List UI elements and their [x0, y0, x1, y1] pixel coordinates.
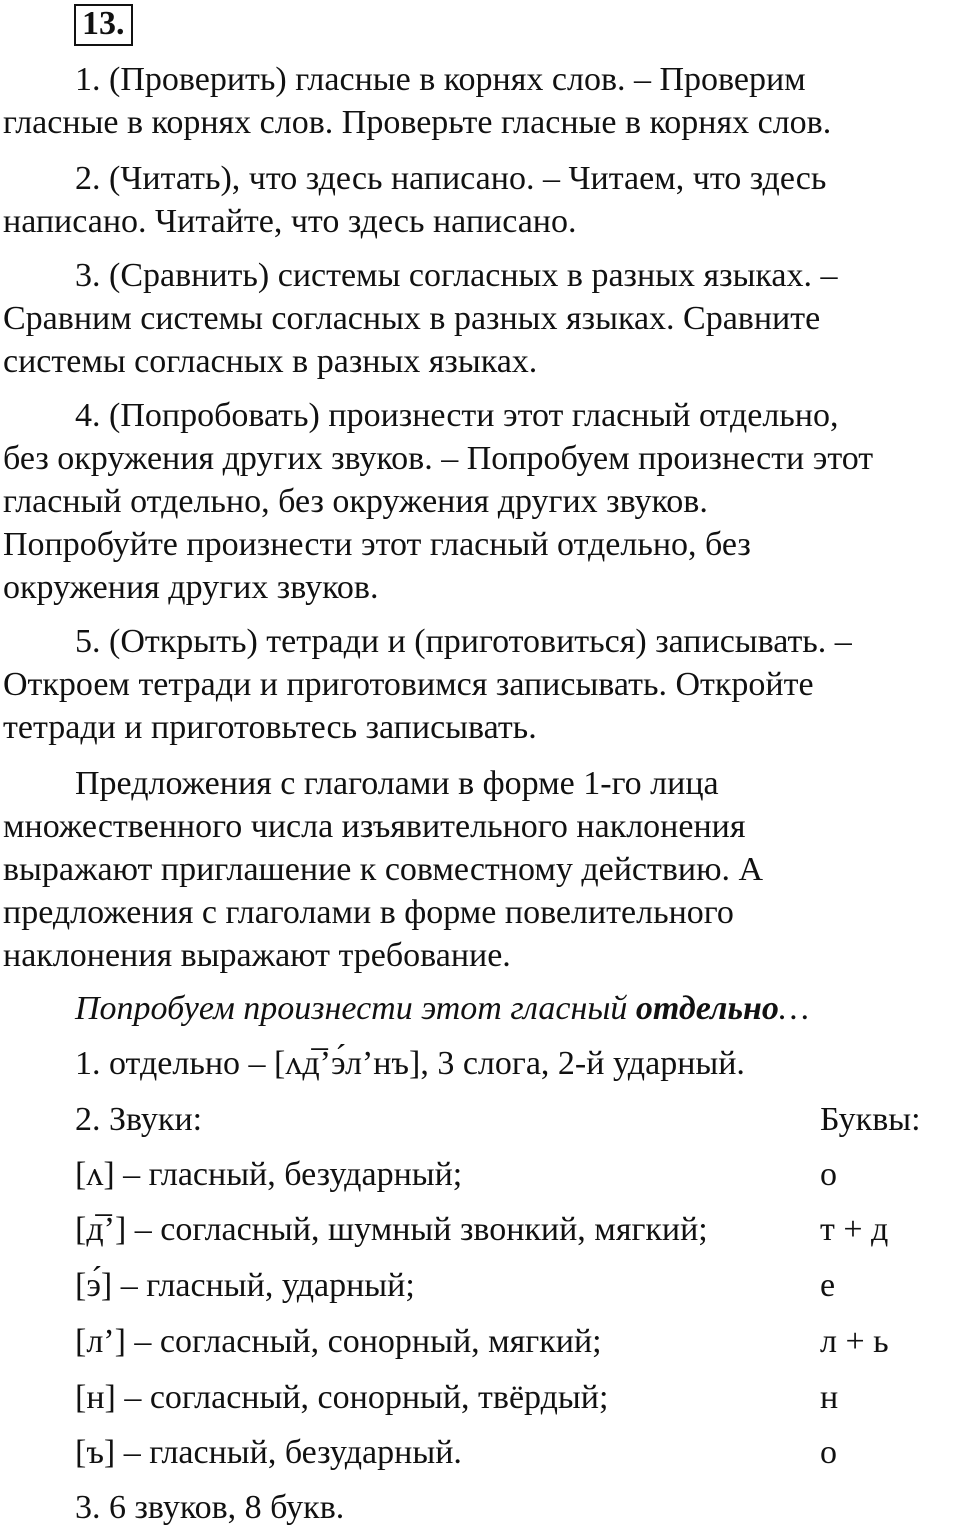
text-line: 3. (Сравнить) системы согласных в разных языках. – — [75, 257, 838, 294]
exercise-number: 13. — [74, 4, 133, 46]
text-line: Сравним системы согласных в разных языках. Сравните — [3, 300, 821, 337]
sound-row-sound: [ъ] – гласный, безударный. — [75, 1434, 462, 1471]
sound-row-letters: е — [820, 1267, 836, 1304]
text-line: системы согласных в разных языках. — [3, 343, 538, 380]
transcription-line: 1. отдельно – [ʌд̅’э́л’нъ], 3 слога, 2-й ударный. — [75, 1045, 745, 1082]
sound-row-letters: т + д — [820, 1211, 889, 1248]
text-line: 4. (Попробовать) произнести этот гласный отдельно, — [75, 397, 839, 434]
sound-row-letters: о — [820, 1434, 837, 1471]
text-line: наклонения выражают требование. — [3, 937, 511, 974]
text-line: окружения других звуков. — [3, 569, 379, 606]
paragraph-1 — [3, 58, 953, 144]
text-line: предложения с глаголами в форме повелительного — [3, 894, 734, 931]
text-line: 1. (Проверить) гласные в корнях слов. – Проверим — [75, 61, 806, 98]
paragraph-5 — [3, 620, 953, 749]
text-line: Откроем тетради и приготовимся записывать. Откройте — [3, 666, 814, 703]
text-line: написано. Читайте, что здесь написано. — [3, 203, 577, 240]
sound-row-letters: н — [820, 1379, 839, 1416]
paragraph-2 — [3, 157, 953, 243]
letters-header: Буквы: — [820, 1101, 921, 1138]
text-line: Предложения с глаголами в форме 1-го лица — [75, 765, 719, 802]
sound-row-sound: [д̅’] – согласный, шумный звонкий, мягкий; — [75, 1211, 708, 1248]
sound-row-letters: о — [820, 1156, 837, 1193]
sounds-header: 2. Звуки: — [75, 1101, 203, 1138]
sound-row-sound: [л’] – согласный, сонорный, мягкий; — [75, 1323, 602, 1360]
text-line: тетради и приготовьтесь записывать. — [3, 709, 537, 746]
paragraph-3 — [3, 254, 953, 383]
text-line: множественного числа изъявительного наклонения — [3, 808, 746, 845]
analysis-heading-text: Попробуем произнести этот гласный — [75, 990, 636, 1027]
summary-line: 3. 6 звуков, 8 букв. — [75, 1489, 345, 1526]
text-line: выражают приглашение к совместному действию. А — [3, 851, 764, 888]
sound-row-sound: [э́] – гласный, ударный; — [75, 1267, 415, 1304]
text-line: Попробуйте произнести этот гласный отдельно, без — [3, 526, 751, 563]
paragraph-conclusion — [3, 762, 953, 977]
text-line: 2. (Читать), что здесь написано. – Читаем, что здесь — [75, 160, 827, 197]
text-line: гласные в корнях слов. Проверьте гласные в корнях слов. — [3, 104, 832, 141]
paragraph-4 — [3, 394, 953, 609]
text-line: 5. (Открыть) тетради и (приготовиться) записывать. – — [75, 623, 852, 660]
analysis-heading-word: отдельно — [635, 990, 779, 1027]
sound-row-letters: л + ь — [820, 1323, 889, 1360]
text-line: без окружения других звуков. – Попробуем произнести этот — [3, 440, 874, 477]
analysis-heading-ellipsis: … — [778, 990, 810, 1027]
sound-row-sound: [ʌ] – гласный, безударный; — [75, 1156, 463, 1193]
sound-row-sound: [н] – согласный, сонорный, твёрдый; — [75, 1379, 609, 1416]
analysis-heading — [75, 987, 809, 1030]
text-line: гласный отдельно, без окружения других звуков. — [3, 483, 708, 520]
